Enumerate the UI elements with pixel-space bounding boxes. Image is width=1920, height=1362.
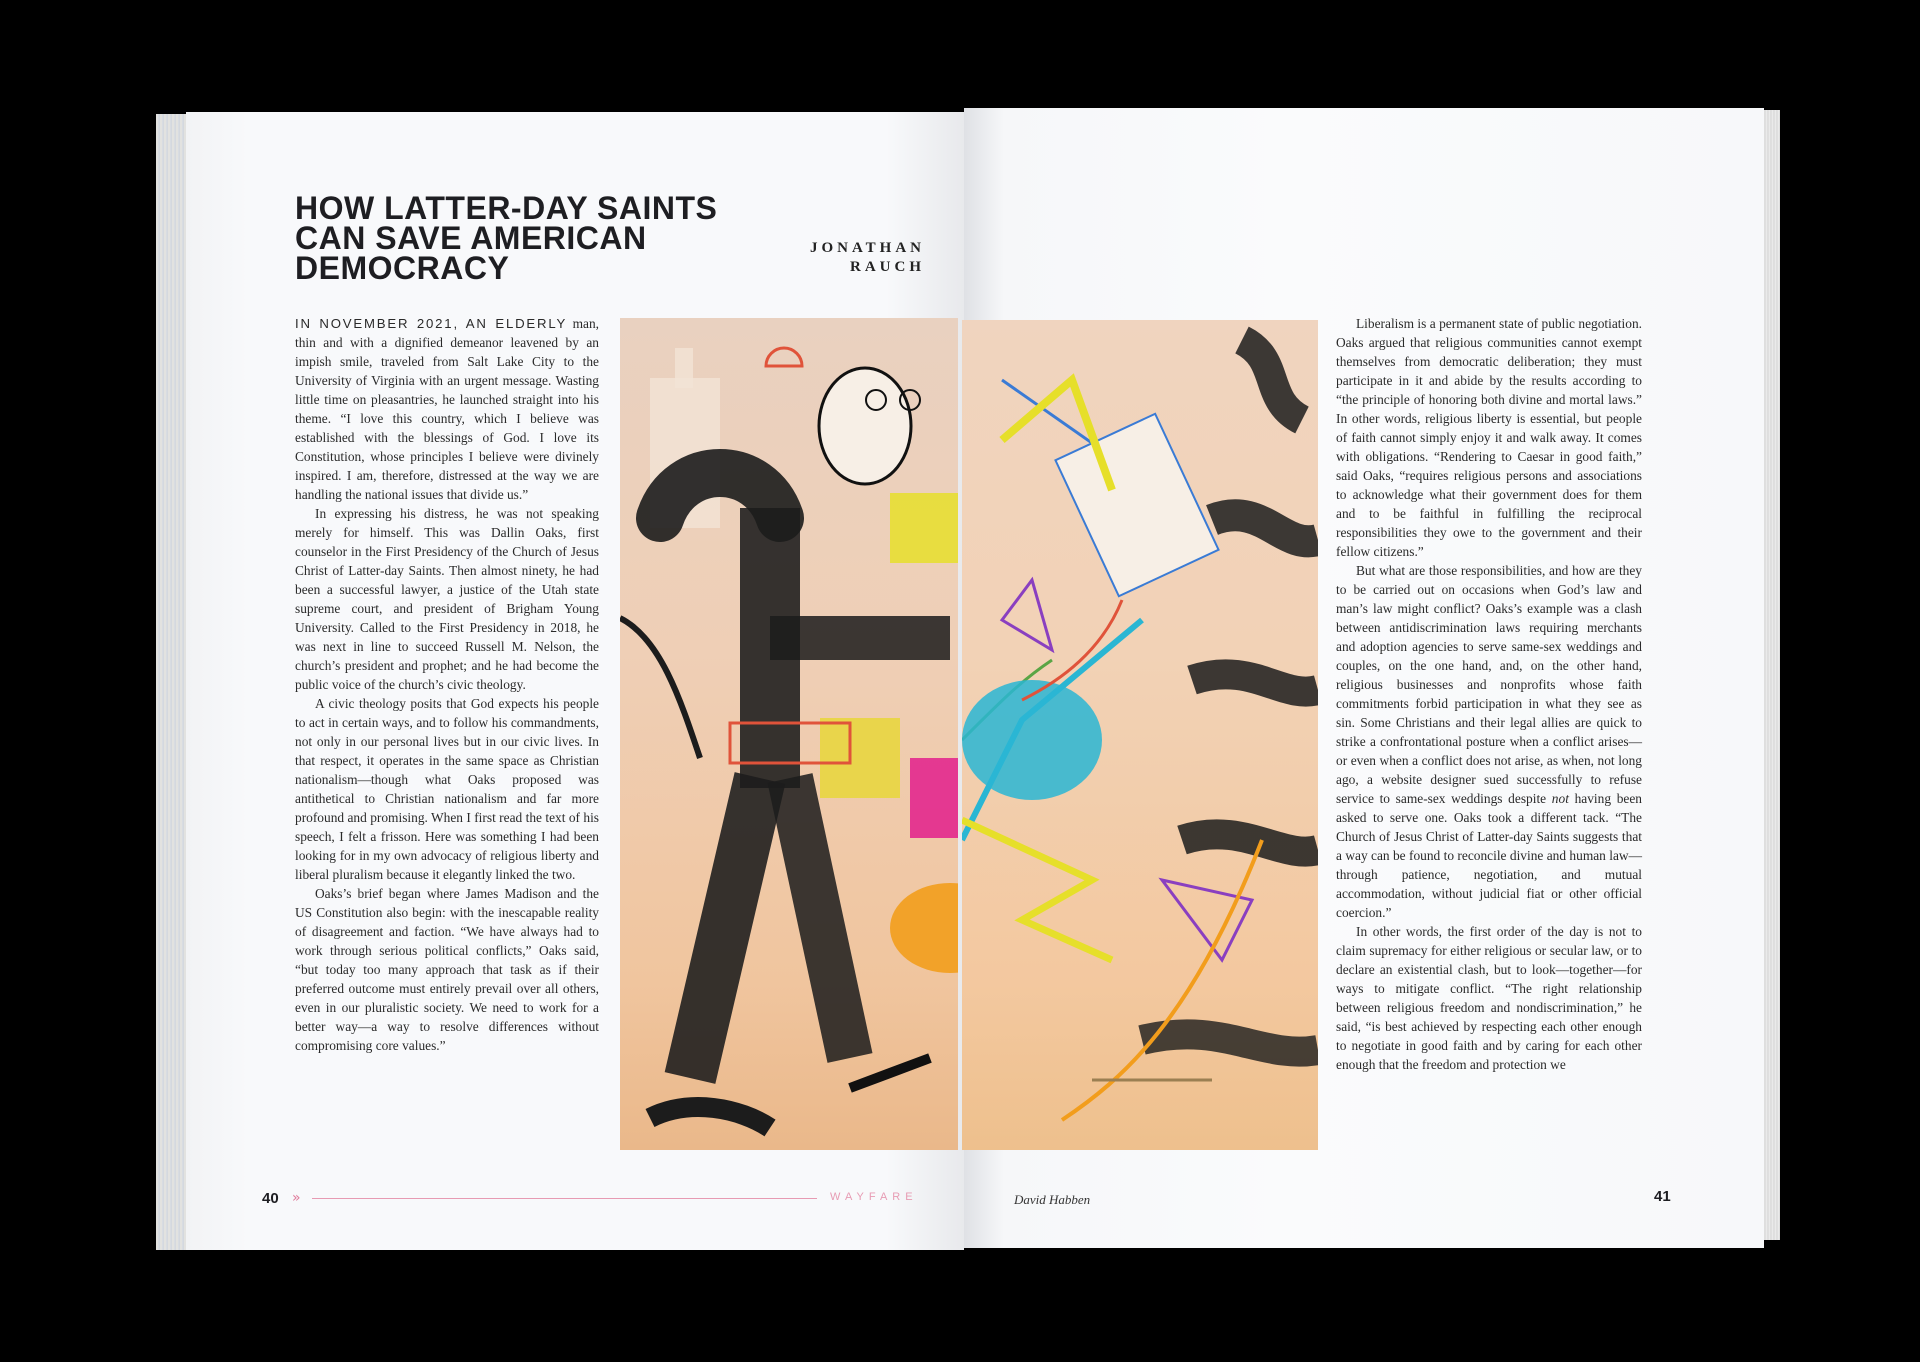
footer-arrow-icon: » <box>292 1190 301 1206</box>
paragraph <box>295 314 599 504</box>
lead-in: IN NOVEMBER 2021, AN ELDERLY <box>295 316 568 331</box>
author-byline <box>780 239 925 277</box>
emphasis: not <box>1551 791 1569 806</box>
paragraph: In other words, the first order of the day is not to claim supremacy for either religious or secular law, or to declare an existential clash, but to look—together—for ways to mitigate conflict. “The right relationship between religious freedom and nondiscrimination,” he said, “is best achieved by respecting each other enough to negotiate in good faith and by caring for each other enough that the freedom and protection we <box>1336 924 1642 1072</box>
author-first-name: JONATHAN <box>809 240 925 256</box>
paragraph: Oaks’s brief began where James Madison and the US Constitution also begin: with the inescapable reality of disagreement and faction. “We have always had to work through serious political conflicts,” Oaks said, “but today too many approach that task as if their preferred outcome must entirely prevail over all others, even in our pluralistic society. We need to work for a better way—a way to resolve differences without compromising core values.” <box>295 886 599 1053</box>
left-text-column <box>295 314 599 1055</box>
paragraph: In expressing his distress, he was not speaking merely for himself. This was Dallin Oaks, first counselor in the First Presidency of the Church of Jesus Christ of Latter-day Saints. Then almost ninety, he had been a successful lawyer, a justice of the Utah state supreme court, and president of Brigham Young University. Called to the First Presidency in 2018, he was next in line to succeed Russell M. Nelson, the church’s president and prophet; and he had become the public voice of the church’s civic theology. <box>295 506 599 692</box>
illustration-right-half <box>962 320 1318 1150</box>
right-text-column <box>1336 314 1642 1074</box>
paragraph-text: But what are those responsibilities, and how are they to be carried out on occasions when God’s law and man’s law might conflict? Oaks’s example was a clash between antidiscrimination laws requiring merchants and adoption agencies to serve same-sex weddings and couples, on the one hand, and, on the other hand, religious businesses and nonprofits whose faith commitments forbid participation in what they see as sin. Some Christians and their legal allies are quick to strike a confrontational posture when a conflict arises—or even when a conflict does not arise, as when, not long ago, a website designer sued successfully to refuse service to same-sex weddings despite <box>1336 563 1642 806</box>
article-title: HOW LATTER-DAY SAINTS CAN SAVE AMERICAN DEMOCRACY <box>295 190 718 286</box>
author-last-name: RAUCH <box>850 259 925 275</box>
page-number-left: 40 <box>262 1190 279 1207</box>
illustration-walking-man <box>620 318 958 1150</box>
footer-rule <box>312 1198 817 1199</box>
paragraph-text: man, thin and with a dignified demeanor leavened by an impish smile, traveled from Salt Lake City to the University of Virginia with an urgent message. Wasting little time on pleasantries, he launched straight into his theme. “I love this country, which I believe was established with the blessings of God. I love its Constitution, whose principles I believe were divinely inspired. I am, therefore, distressed at the way we are handling the national issues that divide us.” <box>295 316 599 502</box>
paragraph: Liberalism is a permanent state of public negotiation. Oaks argued that religious communities cannot exempt themselves from democratic deliberation; they must participate in it and abide by the results according to “the principle of honoring both divine and mortal laws.” In other words, religious liberty is essential, but people of faith cannot simply enjoy it and walk away. It comes with obligations. “Rendering to Caesar in good faith,” said Oaks, “requires religious persons and associations to acknowledge what their government does for them and to be faithful in fulfilling the reciprocal responsibilities they owe to the government and their fellow citizens.” <box>1336 316 1642 559</box>
page-number-right: 41 <box>1654 1188 1671 1205</box>
illustration-left-half <box>620 318 958 1150</box>
illustration-reaching-hands <box>962 320 1318 1150</box>
paragraph <box>1336 561 1642 922</box>
illustrator-credit: David Habben <box>1014 1192 1091 1207</box>
magazine-name: WAYFARE <box>830 1191 918 1203</box>
paragraph: A civic theology posits that God expects his people to act in certain ways, and to follow his commandments, not only in our personal lives but in our civic lives. In that respect, it operates in the same space as Christian nationalism—though what Oaks proposed was antithetical to Christian nationalism and far more profound and promising. When I first read the text of his speech, I felt a frisson. Here was something I had been looking for in my own advocacy of religious liberty and liberal pluralism because it elegantly linked the two. <box>295 696 599 882</box>
page-stack-left-edge <box>156 114 188 1250</box>
paragraph-text: having been asked to serve one. Oaks took a different tack. “The Church of Jesus Christ of Latter-day Saints suggests that a way can be found to reconcile divine and human law—through patience, negotiation, and mutual accommodation, without judicial fiat or other official coercion.” <box>1336 791 1642 920</box>
